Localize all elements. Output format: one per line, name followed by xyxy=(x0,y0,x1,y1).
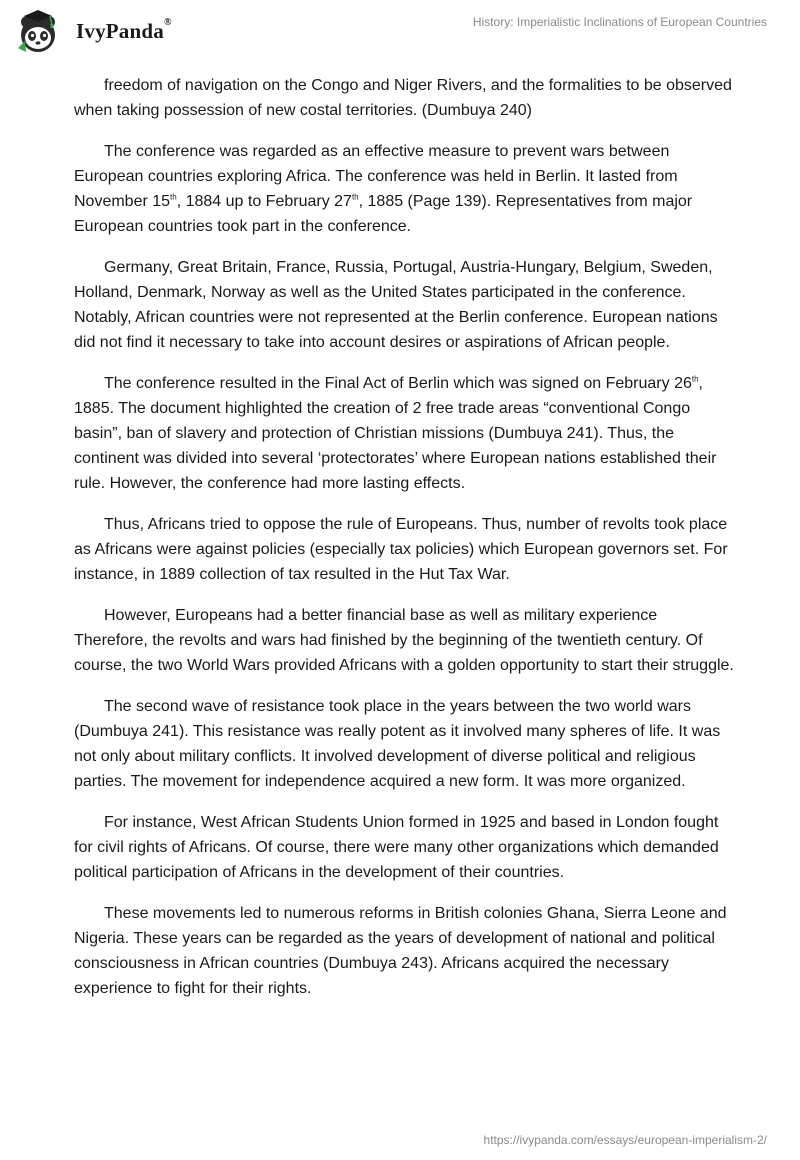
paragraph: The second wave of resistance took place in the years between the two world wars (Dumbuya 241). This resistance was really potent as it involved many spheres of life. It was not only about military conflicts. It involved development of diverse political and religious parties. The movement for independence acquired a new form. It was more organized. xyxy=(74,698,721,790)
page-header xyxy=(0,0,800,60)
ordinal-suffix: th xyxy=(170,192,177,202)
paragraph: Thus, Africans tried to oppose the rule of Europeans. Thus, number of revolts took place as Africans were against policies (especially tax policies) which European governors set. For instance, in 1889 collection of tax resulted in the Hut Tax War. xyxy=(74,516,728,583)
brand-text: IvyPanda xyxy=(76,19,164,43)
brand-name[interactable] xyxy=(76,19,172,44)
paragraph: Germany, Great Britain, France, Russia, Portugal, Austria-Hungary, Belgium, Sweden, Holland, Denmark, Norway as well as the United States participated in the conference. Notably, African countries were not represented at the Berlin conference. European nations did not find it necessary to take into account desires or aspirations of African people. xyxy=(74,259,718,351)
paragraph-text: , 1885 (Page 139). Representatives from major European countries took part in the conference. xyxy=(74,193,693,235)
paragraph-text: , 1885. The document highlighted the creation of 2 free trade areas “conventional Congo basin”, ban of slavery and protection of Christian missions (Dumbuya 241). Thus, the continent was divided into several ‘protectorates’ where European nations established their rule. However, the conference had more lasting effects. xyxy=(74,375,717,492)
document-title: History: Imperialistic Inclinations of European Countries xyxy=(472,15,767,29)
paragraph: However, Europeans had a better financial base as well as military experience Therefore, the revolts and wars had finished by the beginning of the twentieth century. Of course, the two World Wars provided Africans with a golden opportunity to start their struggle. xyxy=(74,607,734,674)
essay-body xyxy=(74,73,734,1017)
ordinal-suffix: th xyxy=(351,192,359,202)
paragraph: These movements led to numerous reforms in British colonies Ghana, Sierra Leone and Nigeria. These years can be regarded as the years of development of national and political consciousness in African countries (Dumbuya 243). Africans acquired the necessary experience to fight for their rights. xyxy=(74,905,727,997)
ordinal-suffix: th xyxy=(691,374,699,384)
paragraph-text: The conference was regarded as an effective measure to prevent wars between European countries exploring Africa. The conference was held in Berlin. It lasted from November 15 xyxy=(74,143,678,210)
paragraph: freedom of navigation on the Congo and Niger Rivers, and the formalities to be observed when taking possession of new costal territories. (Dumbuya 240) xyxy=(74,77,732,119)
paragraph xyxy=(74,139,734,239)
paragraph-text: , 1884 up to February 27 xyxy=(176,193,352,210)
paragraph xyxy=(74,371,734,496)
paragraph: For instance, West African Students Union formed in 1925 and based in London fought for civil rights of Africans. Of course, there were many other organizations which demanded political participation of Africans in the development of their countries. xyxy=(74,814,719,881)
registered-mark: ® xyxy=(163,17,172,28)
source-url-link[interactable]: https://ivypanda.com/essays/european-imperialism-2/ xyxy=(483,1133,767,1147)
paragraph-text: The conference resulted in the Final Act of Berlin which was signed on February 26 xyxy=(104,375,692,392)
ivypanda-logo-icon[interactable] xyxy=(14,8,62,56)
